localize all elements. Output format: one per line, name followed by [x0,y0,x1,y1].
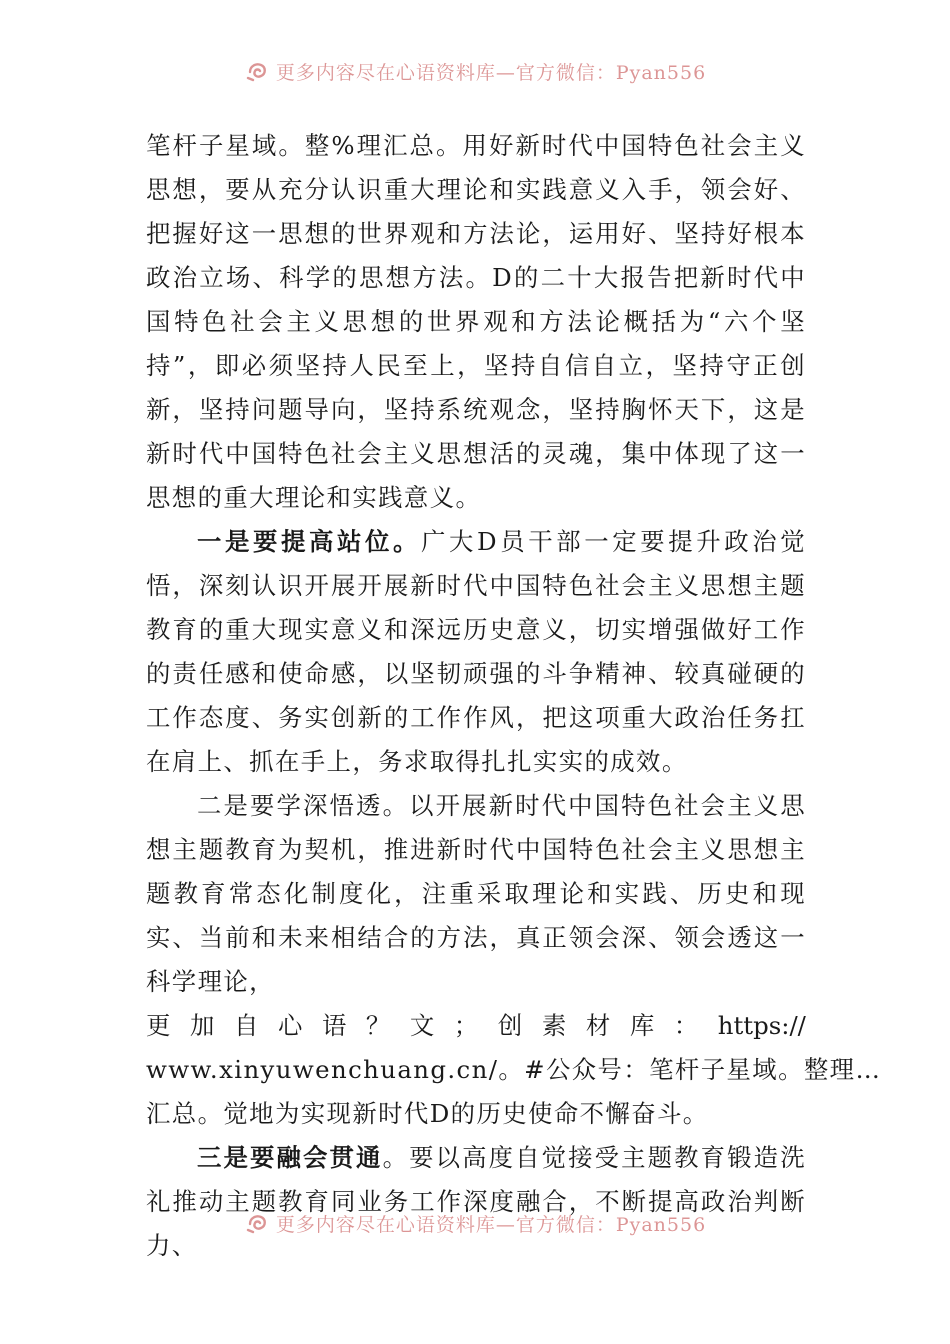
paragraph-one [146,520,806,784]
spread-char: ： [673,1011,699,1040]
watermark-text: 更多内容尽在心语资料库—官方微信：Pyan556 [275,61,707,84]
spread-char: ； [453,1011,479,1040]
footer-watermark [0,1208,950,1238]
paragraph-three-body: 。要以高度自觉接受主题教育锻造洗礼推动主题教育同业务工作深度融合，不断提高政治判断力、 [146,1143,806,1260]
url-fragment[interactable]: https:// [717,1011,806,1040]
paragraph-two-end: 汇总。觉地为实现新时代D的历史使命不懈奋斗。 [146,1099,709,1128]
spread-char: 文 [409,1011,435,1040]
spread-char: 更 [146,1011,171,1040]
spread-char: 素 [541,1011,567,1040]
watermark-text: 更多内容尽在心语资料库—官方微信：Pyan556 [275,1213,707,1236]
url-line: www.xinyuwenchuang.cn/。#公众号：笔杆子星域。整理… [146,1055,882,1084]
spread-text-line [146,1004,806,1048]
spiral-logo-icon [244,58,270,84]
document-body [146,124,882,1268]
paragraph-three-heading: 三是要融会贯通 [197,1143,383,1172]
paragraph-one-body: 广大D员干部一定要提升政治觉悟，深刻认识开展开展新时代中国特色社会主义思想主题教育的重大现实意义和深远历史意义，切实增强做好工作的责任感和使命感，以坚韧顽强的斗争精神、较真碰硬的工作态度、务实创新的工作作风，把这项重大政治任务扛在肩上、抓在手上，务求取得扎扎实实的成效。 [146,527,807,776]
header-watermark [0,56,950,86]
spread-char: 语 [321,1011,347,1040]
paragraph-two [146,784,882,1136]
spread-char: 材 [585,1011,611,1040]
spiral-logo-icon [244,1210,270,1236]
paragraph-intro: 笔杆子星域。整%理汇总。用好新时代中国特色社会主义思想，要从充分认识重大理论和实践意义入手，领会好、把握好这一思想的世界观和方法论，运用好、坚持好根本政治立场、科学的思想方法。D的二十大报告把新时代中国特色社会主义思想的世界观和方法论概括为“六个坚持”，即必须坚持人民至上，坚持自信自立，坚持守正创新，坚持问题导向，坚持系统观念，坚持胸怀天下，这是新时代中国特色社会主义思想活的灵魂，集中体现了这一思想的重大理论和实践意义。 [146,131,806,512]
spread-char: 库 [629,1011,655,1040]
paragraph-three [146,1136,806,1268]
paragraph-one-heading: 一是要提高站位。 [197,527,422,556]
spread-char: 加 [189,1011,215,1040]
paragraph-two-body: 二是要学深悟透。以开展新时代中国特色社会主义思想主题教育为契机，推进新时代中国特色社会主义思想主题教育常态化制度化，注重采取理论和实践、历史和现实、当前和未来相结合的方法，真正领会深、领会透这一科学理论， [146,791,806,996]
spread-char: 创 [497,1011,523,1040]
spread-char: 心 [277,1011,303,1040]
spread-char: 自 [233,1011,259,1040]
spread-char: ？ [365,1011,391,1040]
